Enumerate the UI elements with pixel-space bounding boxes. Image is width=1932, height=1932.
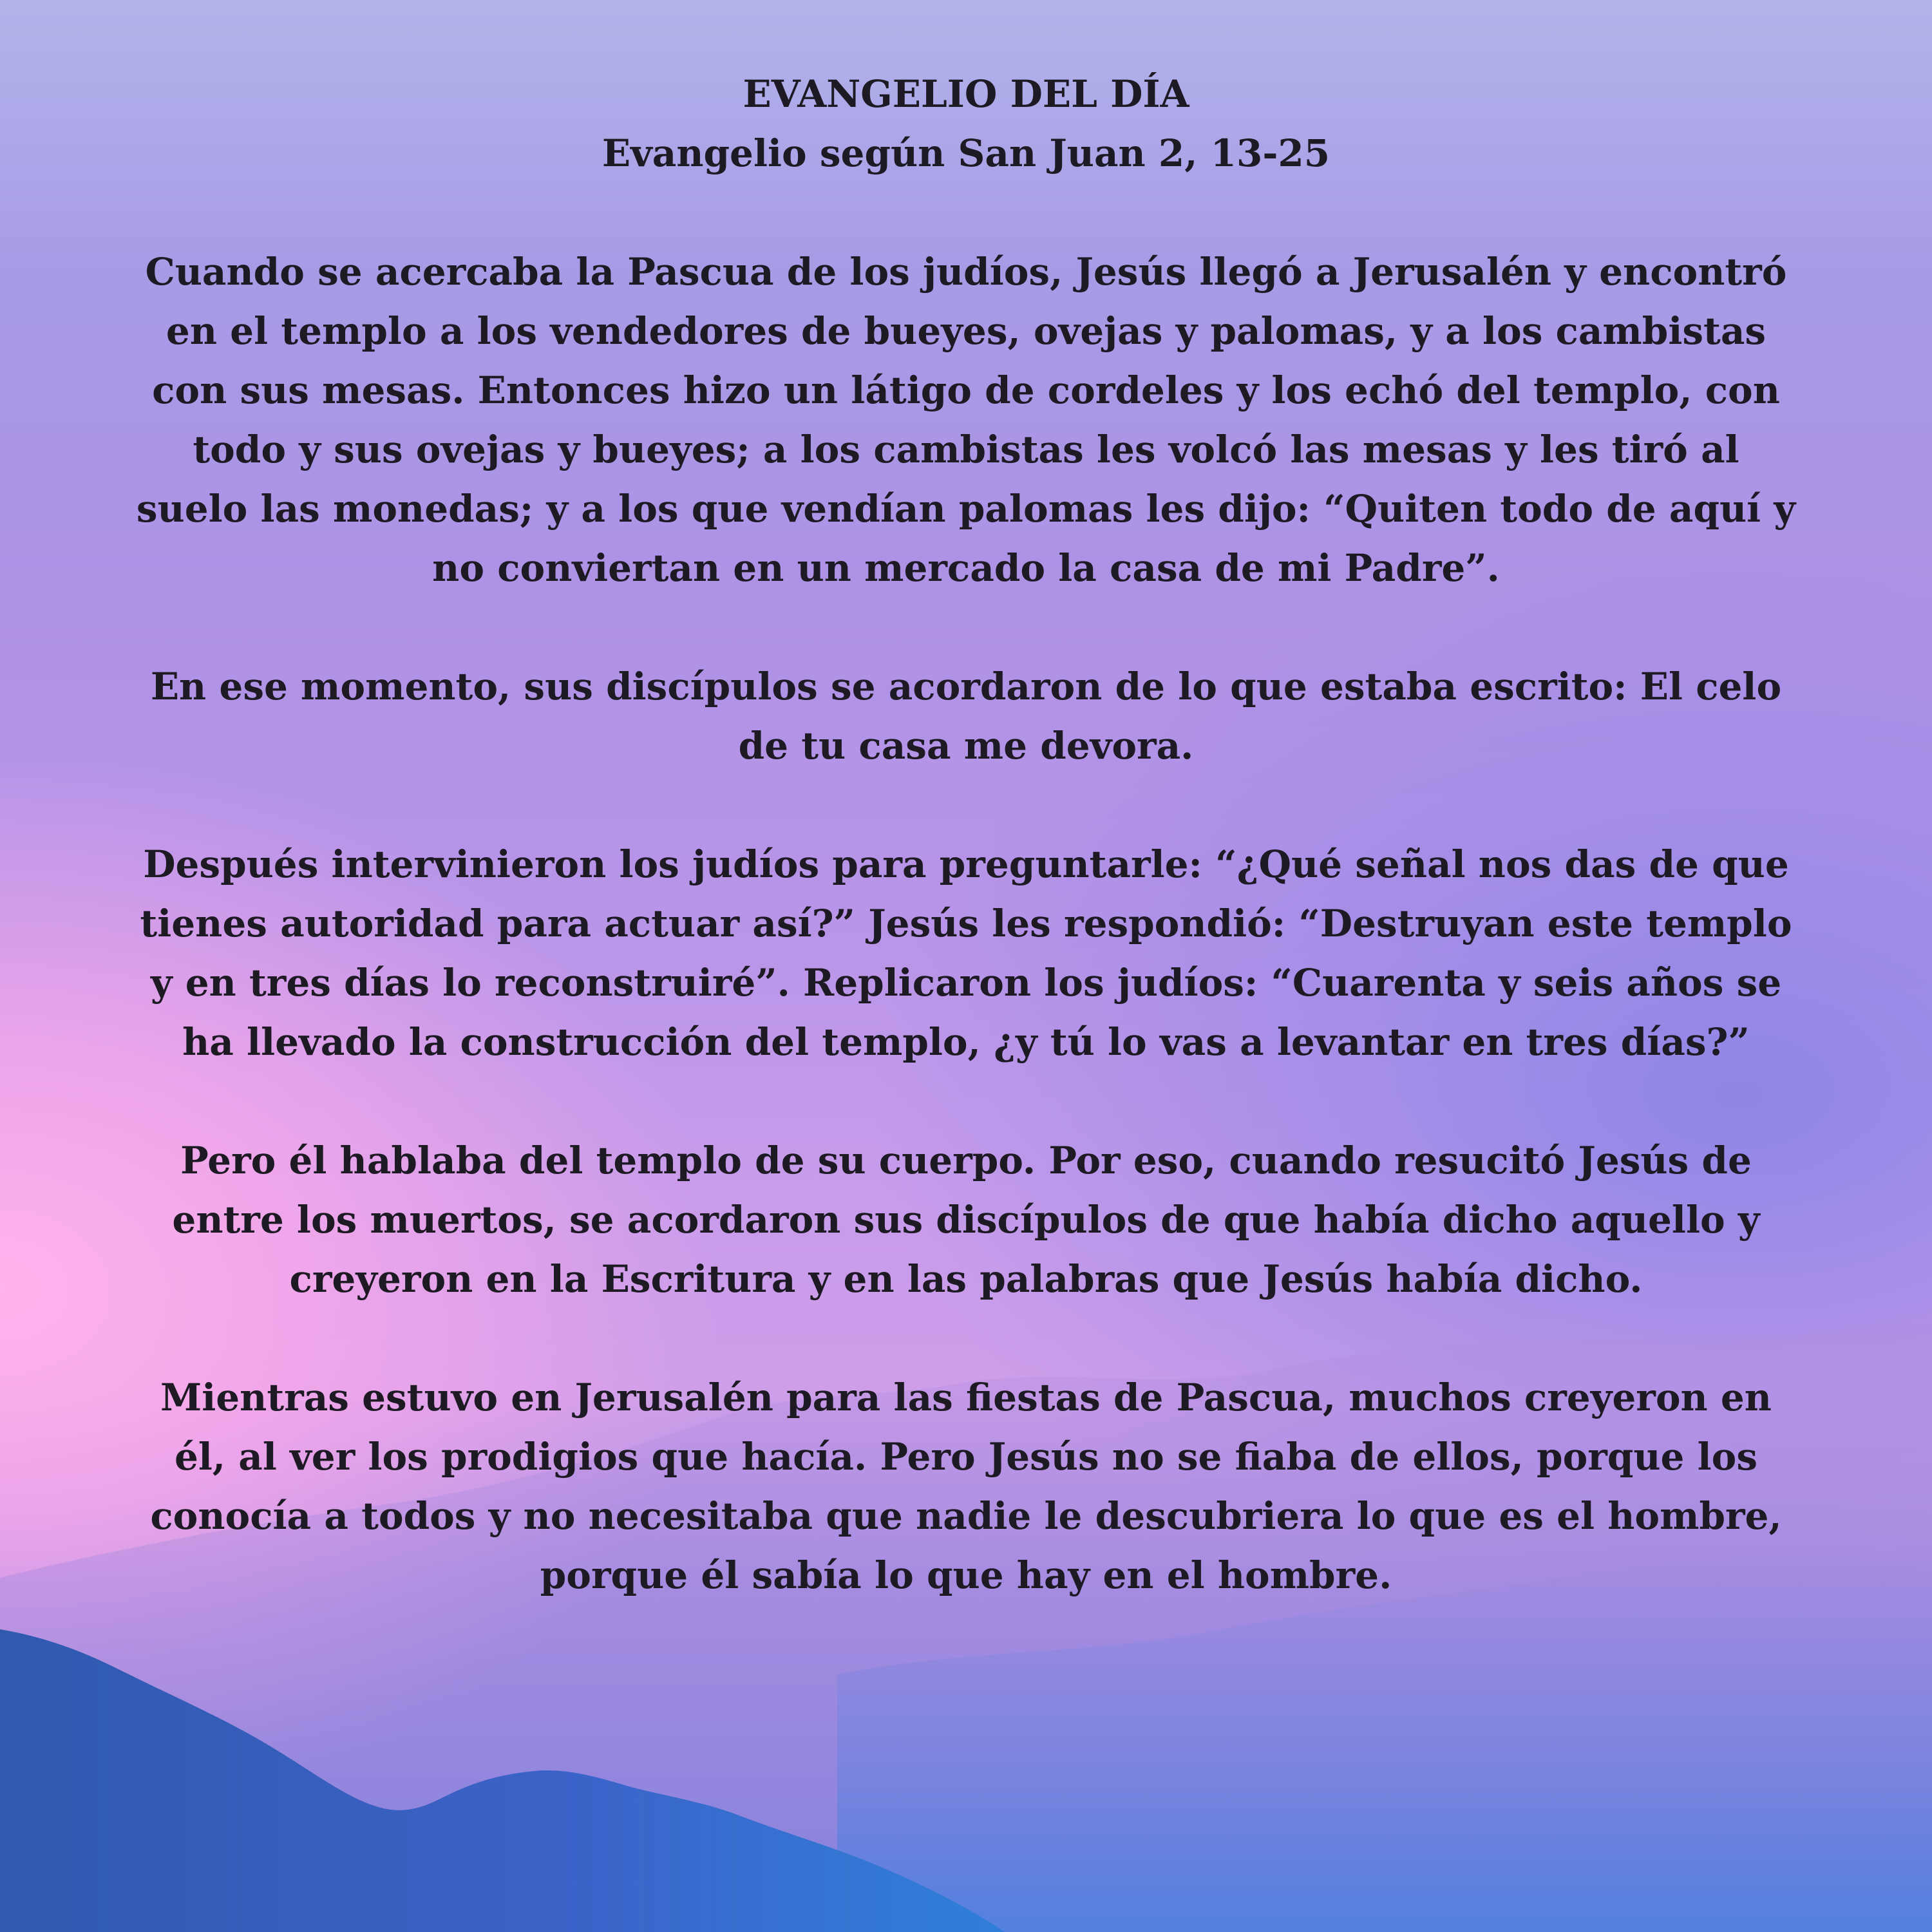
- paragraph-5: Mientras estuvo en Jerusalén para las fiestas de Pascua, muchos creyeron en él, al ver los prodigios que hacía. Pero Jesús no se fiaba de ellos, porque los conocía a todos y no necesitaba que nadie le descubriera lo que es el hombre, porque él sabía lo que hay en el hombre.: [150, 1376, 1782, 1597]
- paragraph-2: En ese momento, sus discípulos se acordaron de lo que estaba escrito: El celo de tu casa me devora.: [150, 665, 1782, 768]
- paragraph-4: Pero él hablaba del templo de su cuerpo. Por eso, cuando resucitó Jesús de entre los muertos, se acordaron sus discípulos de que había dicho aquello y creyeron en la Escritura y en las palabras que Jesús había dicho.: [172, 1139, 1760, 1301]
- paragraph-3: Después intervinieron los judíos para preguntarle: “¿Qué señal nos das de que tienes autoridad para actuar así?” Jesús les respondió: “Destruyan este templo y en tres días lo reconstruiré”. Replicaron los judíos: “Cuarenta y seis años se ha llevado la construcción del templo, ¿y tú lo vas a levantar en tres días?”: [140, 842, 1792, 1064]
- gospel-reference: Evangelio según San Juan 2, 13-25: [601, 131, 1331, 175]
- page-title: EVANGELIO DEL DÍA: [743, 72, 1189, 116]
- gospel-text-block: [97, 64, 1835, 1605]
- paragraph-1: Cuando se acercaba la Pascua de los judíos, Jesús llegó a Jerusalén y encontró en el templo a los vendedores de bueyes, ovejas y palomas, y a los cambistas con sus mesas. Entonces hizo un látigo de cordeles y los echó del templo, con todo y sus ovejas y bueyes; a los cambistas les volcó las mesas y les tiró al suelo las monedas; y a los que vendían palomas les dijo: “Quiten todo de aquí y no conviertan en un mercado la casa de mi Padre”.: [136, 250, 1796, 590]
